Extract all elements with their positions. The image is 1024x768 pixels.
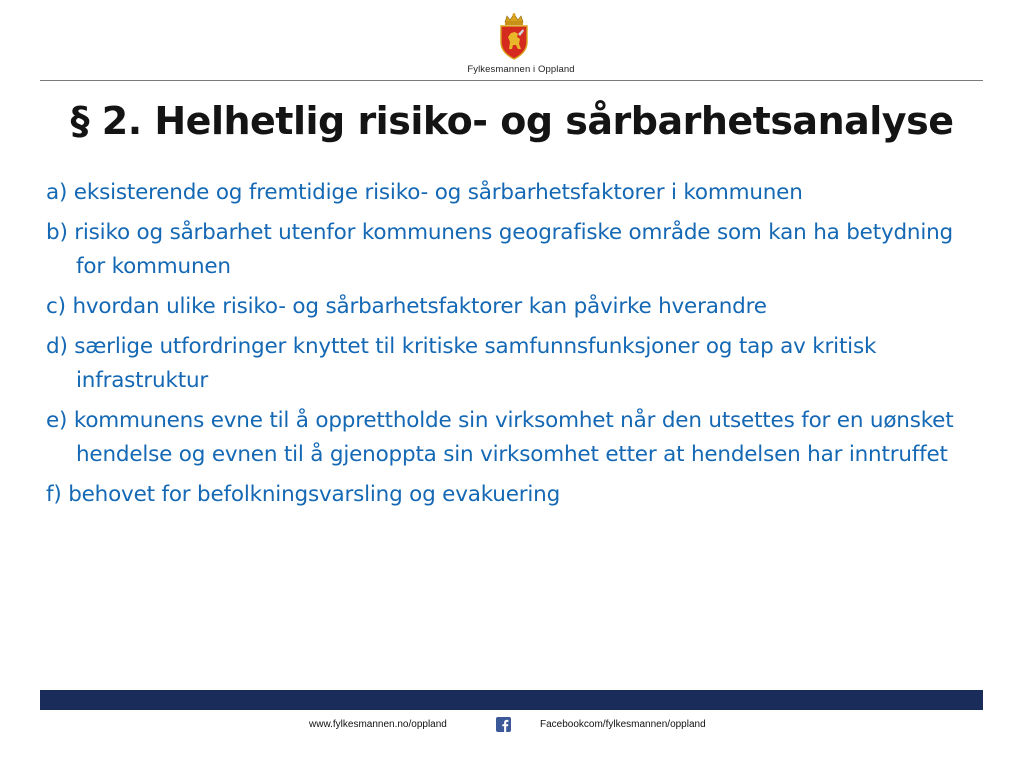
list-item: f) behovet for befolkningsvarsling og evakuering — [46, 482, 561, 507]
list-item: a) eksisterende og fremtidige risiko- og sårbarhetsfaktorer i kommunen — [46, 180, 803, 205]
footer-band — [40, 690, 983, 710]
website-link[interactable]: www.fylkesmannen.no/oppland — [309, 719, 447, 730]
facebook-icon[interactable] — [496, 717, 511, 732]
org-name: Fylkesmannen i Oppland — [467, 64, 575, 75]
list-item: c) hvordan ulike risiko- og sårbarhetsfaktorer kan påvirke hverandre — [46, 294, 767, 319]
list-item: d) særlige utfordringer knyttet til kritiske samfunnsfunksjoner og tap av kritisk infrastruktur — [46, 334, 877, 393]
page-title: § 2. Helhetlig risiko- og sårbarhetsanalyse — [70, 99, 954, 143]
list-item: e) kommunens evne til å opprettholde sin virksomhet når den utsettes for en uønsket hendelse og evnen til å gjenoppta sin virksomhet etter at hendelsen har inntruffet — [46, 408, 954, 467]
header-divider — [40, 80, 983, 81]
coat-of-arms-icon — [496, 12, 532, 60]
facebook-link[interactable]: Facebookcom/fylkesmannen/oppland — [540, 719, 706, 730]
list-item: b) risiko og sårbarhet utenfor kommunens geografiske område som kan ha betydning for kommunen — [46, 220, 953, 279]
content-list — [46, 176, 981, 518]
